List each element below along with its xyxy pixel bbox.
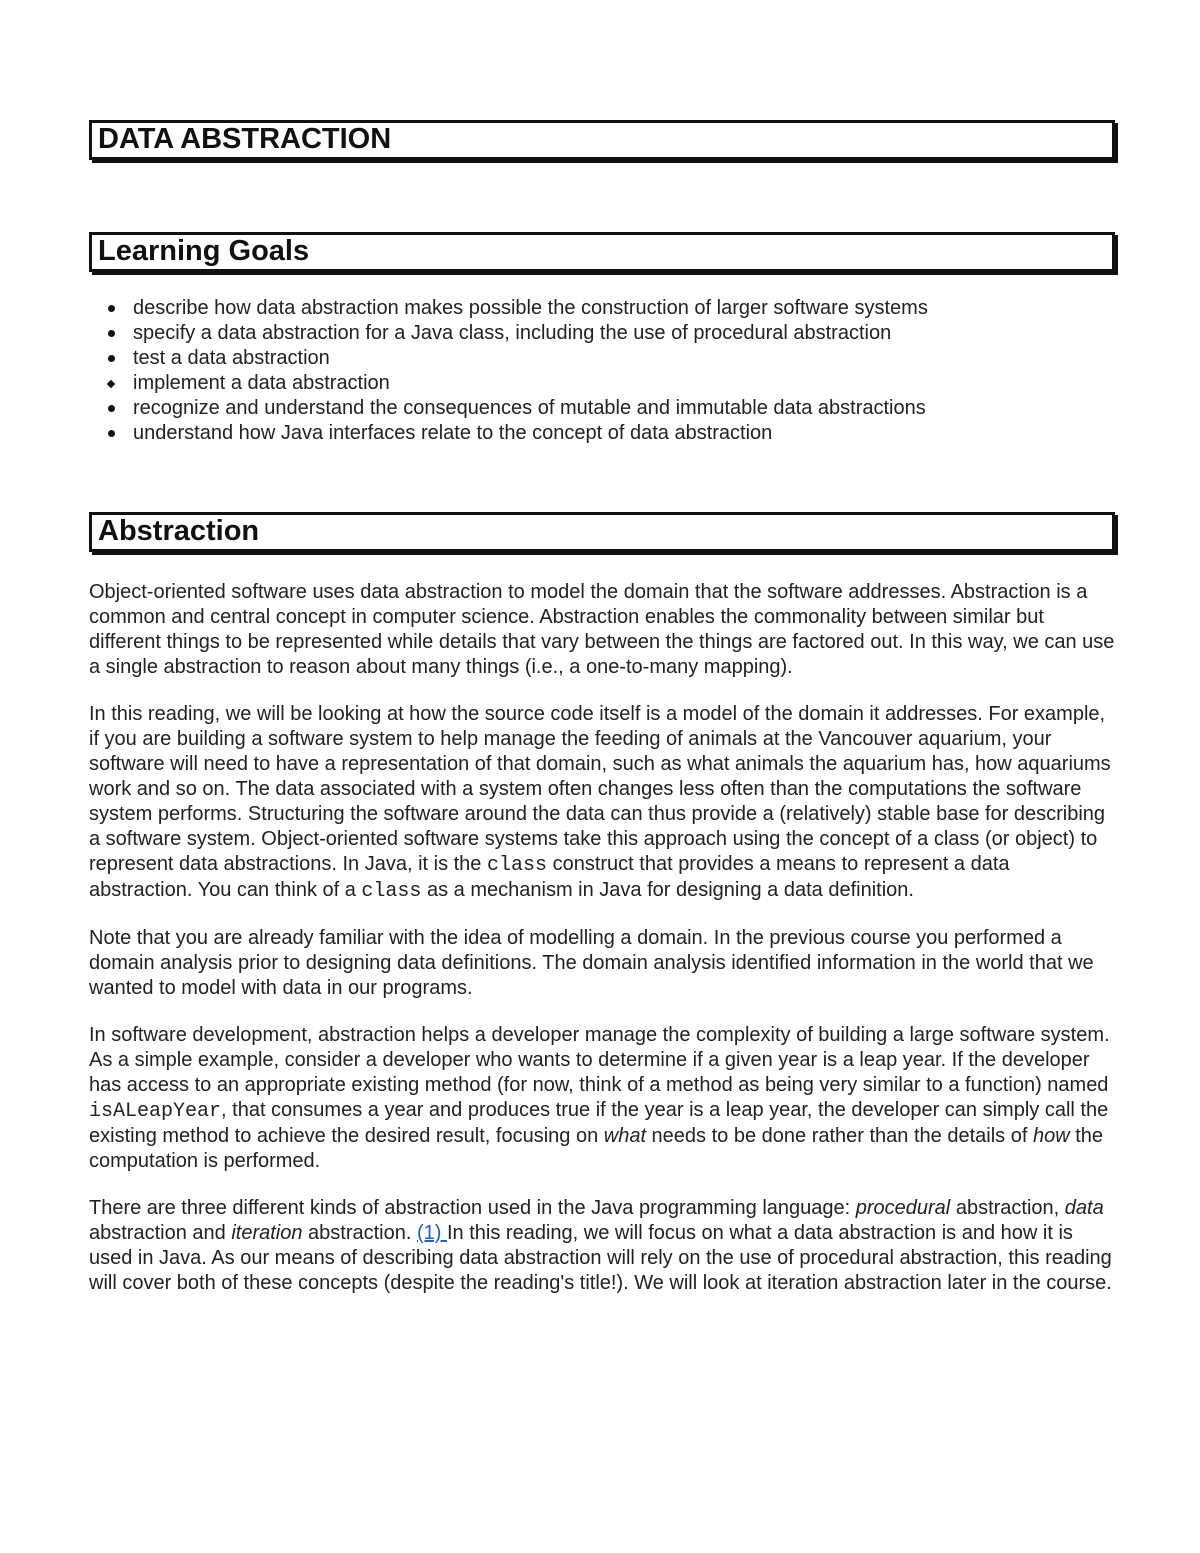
- text-run: , that consumes a year and produces true if the year is a leap year, the developer can simply call the existing method to achieve the desired result, focusing on: [89, 1099, 1109, 1147]
- bullet-icon: [108, 430, 115, 437]
- document-page: [89, 120, 1115, 1296]
- list-item-text: understand how Java interfaces relate to the concept of data abstraction: [133, 422, 773, 444]
- emphasis-what: what: [603, 1125, 646, 1147]
- code-class: class: [487, 854, 548, 877]
- paragraph-1: Object-oriented software uses data abstraction to model the domain that the software addresses. Abstraction is a common and central concept in computer science. Abstraction enables the commonality between similar but different things to be represented while details that vary between the things are factored out. In this way, we can use a single abstraction to reason about many things (i.e., a one-to-many mapping).: [89, 581, 1115, 678]
- list-item-text: specify a data abstraction for a Java class, including the use of procedural abstraction: [133, 322, 892, 344]
- learning-goals-box: [89, 232, 1115, 272]
- list-item: [105, 321, 1115, 346]
- code-isaleapyear: isALeapYear: [89, 1100, 222, 1123]
- text-run: There are three different kinds of abstraction used in the Java programming language:: [89, 1197, 856, 1219]
- abstraction-box: [89, 512, 1115, 552]
- bullet-icon: [108, 355, 115, 362]
- text-run: In this reading, we will be looking at how the source code itself is a model of the domain it addresses. For example, if you are building a software system to help manage the feeding of animals at the Vancouver aquarium, your software will need to have a representation of that domain, such as what animals the aquarium has, how aquariums work and so on. The data associated with a system often changes less often than the computations the software system performs. Structuring the software around the data can thus provide a (relatively) stable base for describing a software system. Object-oriented software systems take this approach using the concept of a class (or object) to represent data abstractions. In Java, it is the: [89, 703, 1111, 875]
- learning-goals-heading: Learning Goals: [98, 234, 310, 267]
- bullet-icon: [108, 405, 115, 412]
- abstraction-heading: Abstraction: [98, 514, 260, 547]
- bullet-icon: [108, 305, 115, 312]
- bullet-icon: [108, 330, 115, 337]
- emphasis-data: data: [1064, 1197, 1104, 1219]
- learning-goals-list: [89, 296, 1115, 446]
- bullet-icon: [107, 380, 115, 388]
- list-item-text: recognize and understand the consequences of mutable and immutable data abstractions: [133, 397, 926, 419]
- text-run: construct that provides a means to represent a data abstraction. You can think of a: [89, 853, 1010, 901]
- text-run: In this reading, we will focus on what a data abstraction is and how it is used in Java. As our means of describing data abstraction will rely on the use of procedural abstraction, this reading will cover both of these concepts (despite the reading's title!). We will look at iteration abstraction later in the course.: [89, 1222, 1112, 1294]
- list-item-text: describe how data abstraction makes possible the construction of larger software systems: [133, 297, 928, 319]
- abstraction-body: [89, 580, 1115, 1296]
- paragraph-3: Note that you are already familiar with the idea of modelling a domain. In the previous course you performed a domain analysis prior to designing data definitions. The domain analysis identified information in the world that we wanted to model with data in our programs.: [89, 927, 1094, 999]
- list-item: [105, 346, 1115, 371]
- list-item: [105, 396, 1115, 421]
- text-run: abstraction and: [89, 1222, 232, 1244]
- paragraph-2: [89, 702, 1115, 904]
- list-item-text: test a data abstraction: [133, 347, 330, 369]
- title-box: [89, 120, 1115, 160]
- code-class: class: [361, 880, 422, 903]
- text-run: needs to be done rather than the details of: [646, 1125, 1033, 1147]
- list-item-text: implement a data abstraction: [133, 372, 390, 394]
- page-title: DATA ABSTRACTION: [98, 122, 392, 155]
- text-run: the computation is performed.: [89, 1125, 1104, 1172]
- paragraph-4: [89, 1023, 1115, 1174]
- text-run: In software development, abstraction helps a developer manage the complexity of building a large software system. As a simple example, consider a developer who wants to determine if a given year is a leap year. If the developer has access to an appropriate existing method (for now, think of a method as being very similar to a function) named: [89, 1024, 1110, 1096]
- list-item: [105, 296, 1115, 321]
- paragraph-5: [89, 1196, 1115, 1296]
- list-item: [105, 371, 1115, 396]
- text-run: as a mechanism in Java for designing a data definition.: [421, 879, 914, 901]
- emphasis-how: how: [1032, 1125, 1070, 1147]
- emphasis-procedural: procedural: [855, 1197, 951, 1219]
- text-run: abstraction,: [950, 1197, 1065, 1219]
- list-item: [105, 421, 1115, 446]
- emphasis-iteration: iteration: [231, 1222, 303, 1244]
- text-run: abstraction.: [302, 1222, 417, 1244]
- footnote-link[interactable]: (1): [417, 1222, 447, 1244]
